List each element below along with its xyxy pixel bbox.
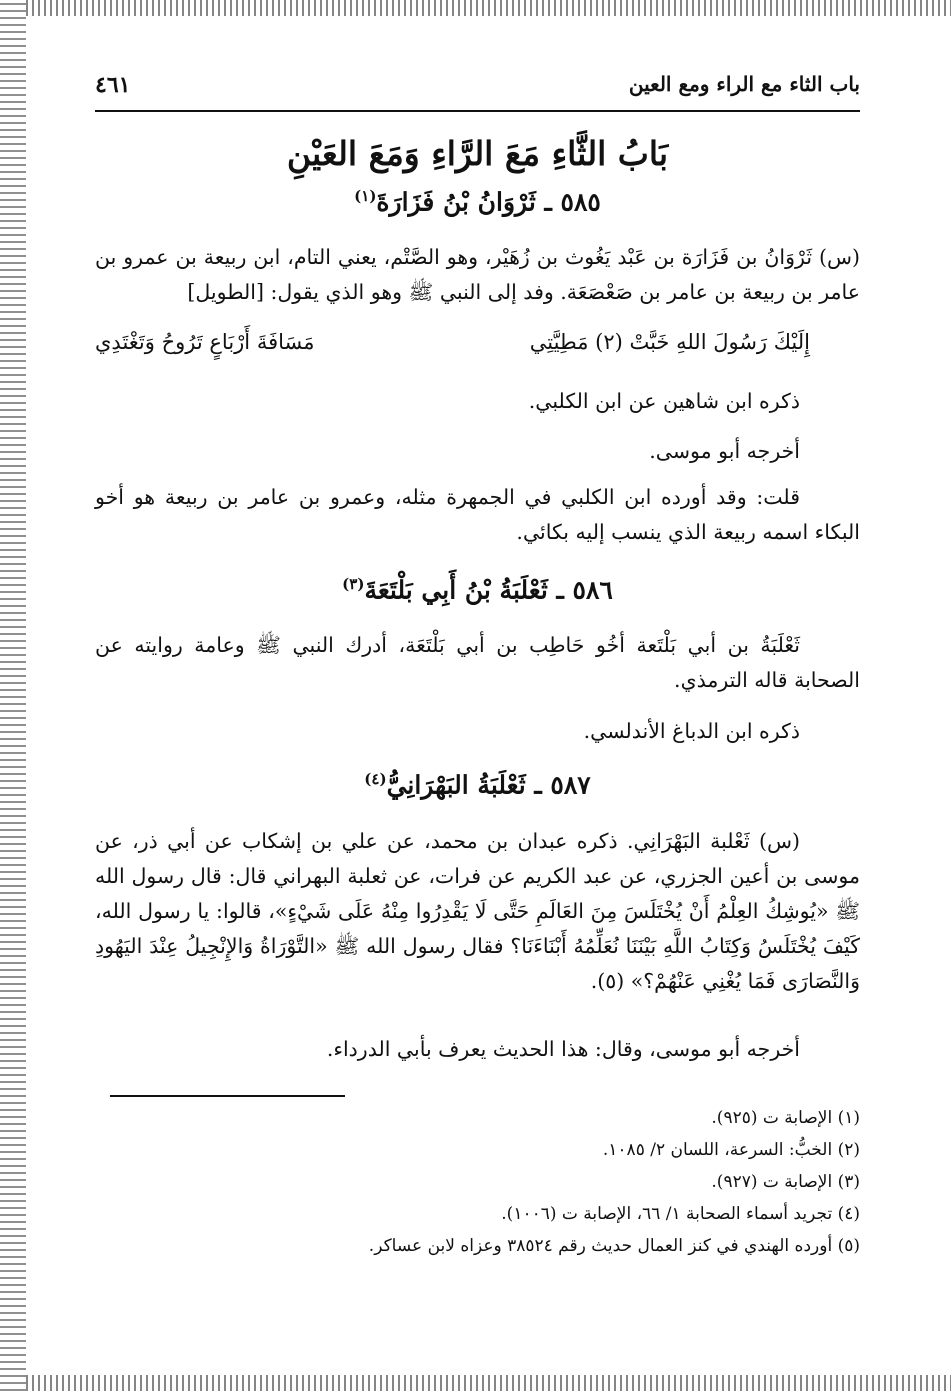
footnote-1: (١) الإصابة ت (٩٢٥).	[711, 1108, 860, 1128]
footnote-ref: (١)	[354, 187, 377, 205]
entry-title-587	[95, 770, 860, 799]
ornamental-border-top	[26, 0, 951, 16]
ornamental-border-left	[0, 0, 26, 1391]
chapter-title: بَابُ الثَّاءِ مَعَ الرَّاءِ وَمَعَ العَيْنِ	[286, 134, 669, 173]
entry-title-text: ٥٨٧ ـ ثَعْلَبَةُ البَهْرَانِيُّ	[386, 770, 591, 800]
entry-paragraph: أخرجه أبو موسى.	[649, 439, 800, 463]
footnote-ref: (٤)	[364, 770, 387, 788]
entry-paragraph: ثَعْلَبَةُ بن أبي بَلْتَعة أخُو حَاطِب بن أبي بَلْتَعَة، أدرك النبي ﷺ وعامة روايته عن الصحابة قاله الترمذي.	[95, 633, 860, 692]
header-rule	[95, 110, 860, 112]
running-title: باب الثاء مع الراء ومع العين	[628, 72, 860, 96]
entry-title-text: ٥٨٥ ـ ثَرْوَانُ بْنُ فَزَارَةَ	[376, 187, 601, 217]
entry-paragraph: قلت: وقد أورده ابن الكلبي في الجمهرة مثله، وعمرو بن عامر بن ربيعة هو أخو البكاء اسمه ربيعة الذي ينسب إليه بكائي.	[95, 485, 860, 544]
ornamental-border-bottom	[26, 1375, 951, 1391]
footnote-4: (٤) تجريد أسماء الصحابة ١/ ٦٦، الإصابة ت (١٠٠٦).	[501, 1204, 860, 1224]
book-page	[95, 62, 860, 1362]
running-header	[95, 72, 860, 106]
entry-title-text: ٥٨٦ ـ ثَعْلَبَةُ بْنُ أَبِي بَلْتَعَةَ	[364, 575, 613, 605]
footnotes	[95, 1102, 860, 1262]
entry-title-586	[95, 575, 860, 604]
entry-paragraph: ذكره ابن شاهين عن ابن الكلبي.	[528, 389, 800, 413]
entry-paragraph: (س) ثَرْوَانُ بن فَزَارَة بن عَبْد يَغُوث بن زُهَيْر، وهو الصَّتْم، يعني التام، ابن ربيعة بن عمرو بن عامر بن ربيعة بن عامر بن صَعْصَعَة. وفد إلى النبي ﷺ وهو الذي يقول: [الطويل]	[95, 245, 860, 304]
entry-paragraph: (س) ثَعْلبة البَهْرَانِي. ذكره عبدان بن محمد، عن علي بن إشكاب عن أبي ذر، عن موسى بن أعين الجزري، عن عبد الكريم عن فرات، عن ثعلبة البهراني قال: قال رسول الله ﷺ «يُوشِكُ العِلْمُ أَنْ يُخْتَلَسَ مِنَ العَالَمِ حَتَّى لَا يَقْدِرُوا مِنْهُ عَلَى شَيْءٍ»، قالوا: يا رسول الله، كَيْفَ يُخْتَلَسُ وَكِتَابُ اللَّهِ بَيْنَنَا نُعَلِّمُهُ أَبْنَاءَنَا؟ فقال رسول الله ﷺ «التَّوْرَاةُ وَالإِنْجِيلُ عِنْدَ اليَهُودِ وَالنَّصَارَى فَمَا يُغْنِي عَنْهُمْ؟» (٥).	[95, 829, 860, 993]
entry-paragraph: أخرجه أبو موسى، وقال: هذا الحديث يعرف بأبي الدرداء.	[326, 1037, 800, 1061]
verse-second-hemistich: مَسَافَةَ أَرْبَاعٍ تَرُوحُ وَتَغْتَدِي	[95, 330, 315, 354]
footnote-rule	[110, 1095, 345, 1097]
footnote-2: (٢) الخبُّ: السرعة، اللسان ٢/ ١٠٨٥.	[602, 1140, 860, 1160]
footnote-ref: (٣)	[342, 575, 365, 593]
footnote-3: (٣) الإصابة ت (٩٢٧).	[711, 1172, 860, 1192]
verse-first-hemistich: إِلَيْكَ رَسُولَ اللهِ خَبَّتْ (٢) مَطِيَّتِي	[529, 330, 810, 354]
poem-verse	[95, 330, 810, 354]
footnote-5: (٥) أورده الهندي في كنز العمال حديث رقم ٣٨٥٢٤ وعزاه لابن عساكر.	[368, 1236, 860, 1256]
entry-paragraph: ذكره ابن الدباغ الأندلسي.	[583, 719, 800, 743]
entry-title-585	[95, 187, 860, 216]
page-number: ٤٦١	[95, 72, 131, 98]
